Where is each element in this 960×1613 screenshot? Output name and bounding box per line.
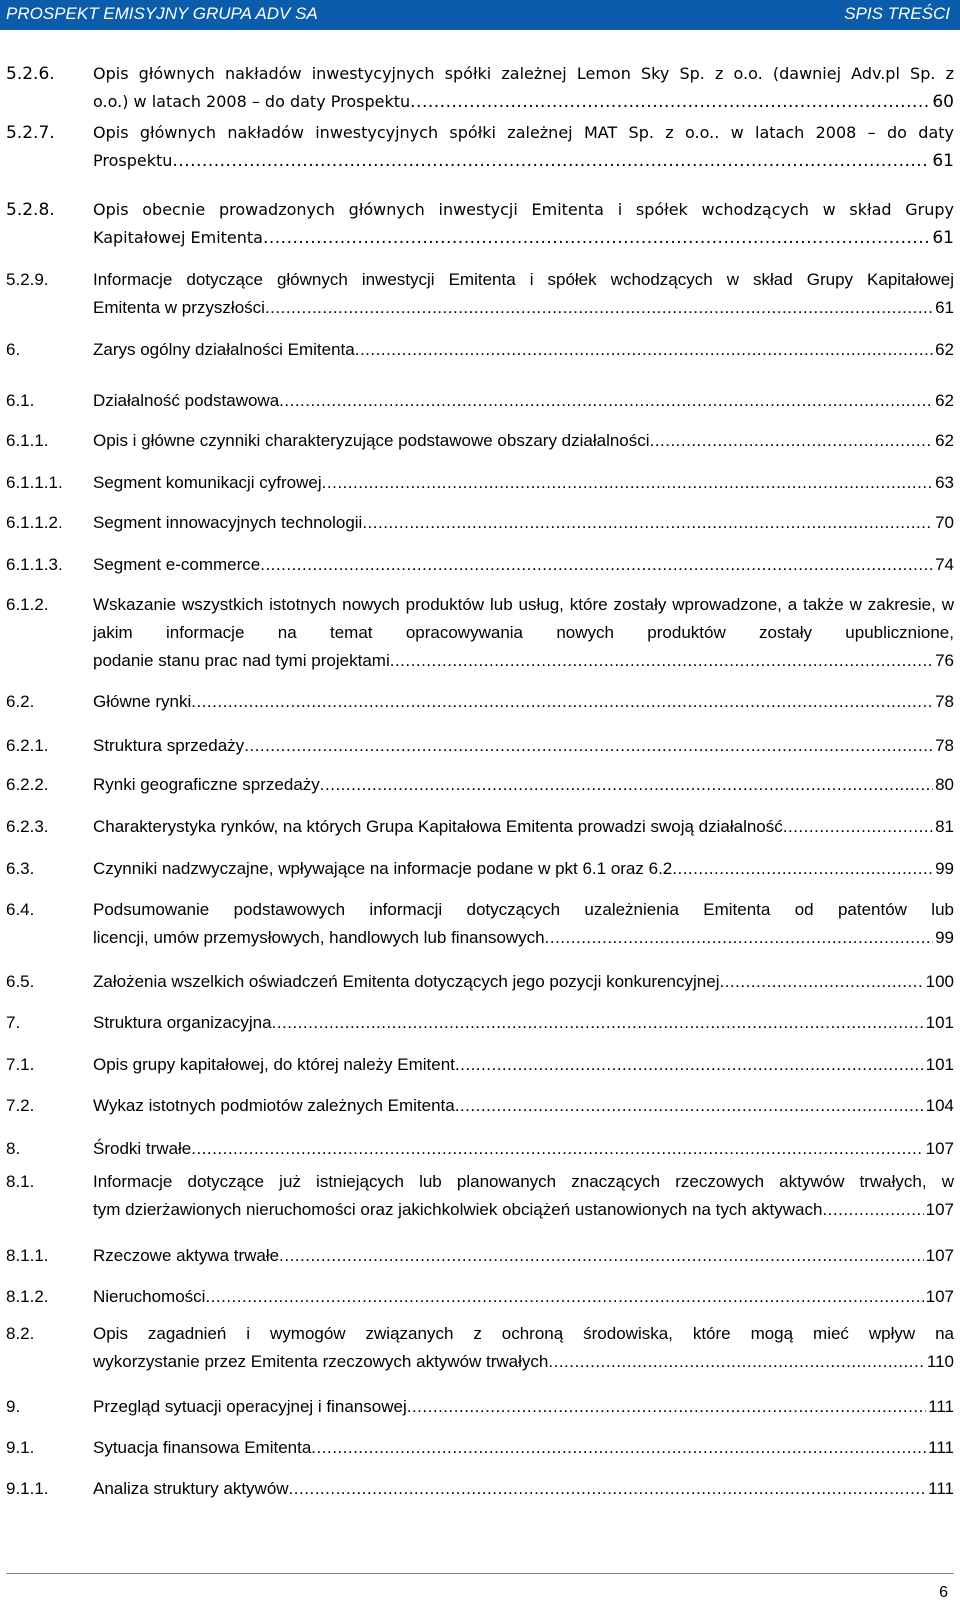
toc-entry-title: Analiza struktury aktywów bbox=[93, 1479, 289, 1498]
dot-leader bbox=[265, 294, 933, 322]
toc-entry[interactable] bbox=[6, 688, 954, 716]
page-number: 6 bbox=[939, 1584, 948, 1601]
toc-entry[interactable] bbox=[6, 771, 954, 799]
toc-entry-title: Emitenta w przyszłości bbox=[93, 298, 265, 317]
toc-entry[interactable] bbox=[6, 1242, 954, 1270]
dot-leader bbox=[244, 732, 933, 760]
toc-entry-page: 107 bbox=[925, 1139, 954, 1158]
dot-leader bbox=[279, 1242, 924, 1270]
toc-entry-title-lead: Opis obecnie prowadzonych głównych inwestycji Emitenta i spółek wchodzących w skład Grupy bbox=[93, 200, 954, 219]
toc-entry-number: 7. bbox=[6, 1013, 21, 1032]
toc-entry-page: 107 bbox=[925, 1287, 954, 1306]
toc-entry-title-lead: Podsumowanie podstawowych informacji dotyczących uzależnienia Emitenta od patentów lub bbox=[93, 900, 954, 919]
dot-leader bbox=[455, 1051, 924, 1079]
toc-entry-title: Struktura organizacyjna bbox=[93, 1013, 272, 1032]
toc-entry-title: tym dzierżawionych nieruchomości oraz jakichkolwiek obciążeń ustanowionych na tych aktywach bbox=[93, 1200, 823, 1219]
toc-entry-title: Zarys ogólny działalności Emitenta bbox=[93, 340, 355, 359]
toc-entry-title: o.o.) w latach 2008 – do daty Prospektu bbox=[93, 92, 411, 111]
toc-entry[interactable] bbox=[6, 1475, 954, 1503]
dot-leader bbox=[322, 469, 933, 497]
toc-entry-page: 76 bbox=[935, 651, 954, 670]
dot-leader bbox=[311, 1434, 926, 1462]
toc-entry-page: 111 bbox=[928, 1397, 954, 1416]
toc-entry[interactable] bbox=[6, 968, 954, 996]
toc-entry-page: 99 bbox=[935, 859, 954, 878]
toc-entry[interactable] bbox=[6, 336, 954, 364]
toc-entry-number: 6.2.3. bbox=[6, 817, 49, 836]
document-title: PROSPEKT EMISYJNY GRUPA ADV SA bbox=[6, 4, 318, 23]
toc-entry-page: 107 bbox=[925, 1200, 954, 1219]
dot-leader bbox=[545, 924, 933, 952]
toc-entry-number: 6.2.2. bbox=[6, 775, 49, 794]
toc-entry-page: 81 bbox=[935, 817, 954, 836]
toc-entry[interactable] bbox=[6, 1320, 954, 1376]
toc-entry-title-lead: Wskazanie wszystkich istotnych nowych produktów lub usług, które zostały wprowadzone, a także w zakresie, w jakim informacje na temat opracowywania nowych produktów zostały upublicznione, bbox=[93, 595, 954, 642]
toc-entry-number: 6.2. bbox=[6, 692, 35, 711]
toc-entry-title: Rynki geograficzne sprzedaży bbox=[93, 775, 320, 794]
dot-leader bbox=[191, 688, 933, 716]
dot-leader bbox=[260, 551, 933, 579]
dot-leader bbox=[172, 147, 930, 175]
toc-entry-title: Opis grupy kapitałowej, do której należy Emitent bbox=[93, 1055, 455, 1074]
toc-entry[interactable] bbox=[6, 509, 954, 537]
toc-entry[interactable] bbox=[6, 60, 954, 116]
toc-entry-page: 78 bbox=[935, 736, 954, 755]
toc-entry-title: wykorzystanie przez Emitenta rzeczowych aktywów trwałych bbox=[93, 1352, 549, 1371]
toc-entry[interactable] bbox=[6, 855, 954, 883]
toc-entry-title: Opis i główne czynniki charakteryzujące podstawowe obszary działalności bbox=[93, 431, 650, 450]
dot-leader bbox=[191, 1135, 923, 1163]
dot-leader bbox=[272, 1009, 924, 1037]
toc-entry[interactable] bbox=[6, 1283, 954, 1311]
dot-leader bbox=[822, 1196, 923, 1224]
toc-entry-number: 8.1.1. bbox=[6, 1246, 49, 1265]
toc-entry-title: Środki trwałe bbox=[93, 1139, 192, 1158]
dot-leader bbox=[279, 387, 933, 415]
toc-entry[interactable] bbox=[6, 1092, 954, 1120]
dot-leader bbox=[320, 771, 933, 799]
toc-entry-page: 100 bbox=[925, 972, 954, 991]
toc-entry-number: 8.1. bbox=[6, 1172, 35, 1191]
toc-entry-page: 62 bbox=[935, 340, 954, 359]
toc-entry[interactable] bbox=[6, 427, 954, 455]
toc-entry-page: 63 bbox=[935, 473, 954, 492]
dot-leader bbox=[455, 1092, 924, 1120]
toc-entry-title: Charakterystyka rynków, na których Grupa Kapitałowa Emitenta prowadzi swoją działalność bbox=[93, 817, 783, 836]
dot-leader bbox=[390, 647, 933, 675]
toc-entry-number: 9.1.1. bbox=[6, 1479, 49, 1498]
dot-leader bbox=[548, 1348, 925, 1376]
toc-entry-number: 5.2.9. bbox=[6, 270, 49, 289]
toc-entry[interactable] bbox=[6, 896, 954, 952]
toc-entry-number: 7.1. bbox=[6, 1055, 35, 1074]
toc-entry[interactable] bbox=[6, 1135, 954, 1163]
toc-entry-page: 99 bbox=[935, 928, 954, 947]
toc-entry[interactable] bbox=[6, 813, 954, 841]
dot-leader bbox=[783, 813, 933, 841]
toc-entry[interactable] bbox=[6, 1434, 954, 1462]
toc-entry-page: 107 bbox=[925, 1246, 954, 1265]
toc-entry-title: Prospektu bbox=[93, 151, 173, 170]
toc-entry-number: 6.3. bbox=[6, 859, 35, 878]
toc-entry-title: licencji, umów przemysłowych, handlowych lub finansowych bbox=[93, 928, 545, 947]
toc-entry-number: 6.1.1.1. bbox=[6, 473, 63, 492]
dot-leader bbox=[362, 509, 933, 537]
toc-entry[interactable] bbox=[6, 1168, 954, 1224]
toc-entry-page: 61 bbox=[935, 298, 954, 317]
toc-entry[interactable] bbox=[6, 266, 954, 322]
toc-entry-page: 61 bbox=[932, 151, 954, 171]
toc-entry-number: 6.5. bbox=[6, 972, 35, 991]
dot-leader bbox=[407, 1393, 926, 1421]
toc-entry-title: Nieruchomości bbox=[93, 1287, 206, 1306]
toc-entry-title: Kapitałowej Emitenta bbox=[93, 228, 263, 247]
toc-entry[interactable] bbox=[6, 469, 954, 497]
toc-entry-title: Segment komunikacji cyfrowej bbox=[93, 473, 322, 492]
dot-leader bbox=[719, 968, 923, 996]
toc-entry-title: Sytuacja finansowa Emitenta bbox=[93, 1438, 312, 1457]
toc-entry-number: 9. bbox=[6, 1397, 21, 1416]
toc-entry-title: Segment innowacyjnych technologii bbox=[93, 513, 363, 532]
toc-entry-number: 9.1. bbox=[6, 1438, 35, 1457]
toc-entry-number: 6.1. bbox=[6, 391, 35, 410]
toc-entry-number: 8.1.2. bbox=[6, 1287, 49, 1306]
toc-entry-page: 62 bbox=[935, 391, 954, 410]
dot-leader bbox=[650, 427, 934, 455]
toc-entry-title-lead: Opis głównych nakładów inwestycyjnych spółki zależnej MAT Sp. z o.o.. w latach 2008 – do daty bbox=[93, 123, 954, 142]
toc-entry[interactable] bbox=[6, 387, 954, 415]
toc-entry-title-lead: Informacje dotyczące głównych inwestycji Emitenta i spółek wchodzących w skład Grupy Kapitałowej bbox=[93, 270, 954, 289]
toc-entry-page: 62 bbox=[935, 431, 954, 450]
toc-entry-page: 104 bbox=[925, 1096, 954, 1115]
toc-entry-title: Struktura sprzedaży bbox=[93, 736, 245, 755]
toc-entry[interactable] bbox=[6, 196, 954, 252]
page-header bbox=[0, 0, 960, 30]
toc-entry[interactable] bbox=[6, 1051, 954, 1079]
toc-entry-page: 111 bbox=[928, 1438, 954, 1457]
toc-entry-title: Przegląd sytuacji operacyjnej i finansowej bbox=[93, 1397, 407, 1416]
toc-entry-number: 6. bbox=[6, 340, 21, 359]
toc-entry-title-lead: Opis zagadnień i wymogów związanych z ochroną środowiska, które mogą mieć wpływ na bbox=[93, 1324, 954, 1343]
toc-entry-page: 110 bbox=[926, 1352, 954, 1371]
toc-entry[interactable] bbox=[6, 591, 954, 675]
footer-divider bbox=[6, 1573, 954, 1574]
toc-entry-number: 6.1.1.3. bbox=[6, 555, 63, 574]
toc-entry-title: Czynniki nadzwyczajne, wpływające na informacje podane w pkt 6.1 oraz 6.2 bbox=[93, 859, 673, 878]
toc-entry-number: 6.4. bbox=[6, 900, 35, 919]
toc-entry-number: 5.2.8. bbox=[6, 200, 55, 220]
toc-entry-number: 7.2. bbox=[6, 1096, 35, 1115]
toc-entry[interactable] bbox=[6, 551, 954, 579]
toc-entry-title: Rzeczowe aktywa trwałe bbox=[93, 1246, 280, 1265]
toc-entry-page: 61 bbox=[932, 228, 954, 248]
toc-entry-number: 6.1.2. bbox=[6, 595, 49, 614]
toc-entry-title: Segment e-commerce bbox=[93, 555, 261, 574]
toc-entry-title: podanie stanu prac nad tymi projektami bbox=[93, 651, 390, 670]
dot-leader bbox=[410, 88, 930, 116]
toc-entry-title-lead: Informacje dotyczące już istniejących lub planowanych znaczących rzeczowych aktywów trwałych, w bbox=[93, 1172, 954, 1191]
toc-entry[interactable] bbox=[6, 732, 954, 760]
dot-leader bbox=[205, 1283, 923, 1311]
toc-entry-page: 70 bbox=[935, 513, 954, 532]
dot-leader bbox=[263, 224, 930, 252]
dot-leader bbox=[355, 336, 933, 364]
toc-entry[interactable] bbox=[6, 119, 954, 175]
toc-entry-title: Działalność podstawowa bbox=[93, 391, 280, 410]
toc-entry-page: 80 bbox=[935, 775, 954, 794]
toc-entry-number: 8. bbox=[6, 1139, 21, 1158]
dot-leader bbox=[289, 1475, 927, 1503]
toc-entry-title: Główne rynki bbox=[93, 692, 192, 711]
toc-entry-page: 78 bbox=[935, 692, 954, 711]
dot-leader bbox=[672, 855, 933, 883]
toc-entry-number: 6.1.1.2. bbox=[6, 513, 63, 532]
toc-entry-page: 74 bbox=[935, 555, 954, 574]
toc-entry-title-lead: Opis głównych nakładów inwestycyjnych spółki zależnej Lemon Sky Sp. z o.o. (dawniej Adv.pl Sp. z bbox=[93, 64, 954, 83]
toc-entry-number: 5.2.6. bbox=[6, 64, 55, 84]
toc-entry-number: 6.2.1. bbox=[6, 736, 49, 755]
toc-entry-number: 5.2.7. bbox=[6, 123, 55, 143]
toc-entry-page: 60 bbox=[932, 92, 954, 112]
toc-entry-title: Wykaz istotnych podmiotów zależnych Emitenta bbox=[93, 1096, 455, 1115]
toc-entry-title: Założenia wszelkich oświadczeń Emitenta dotyczących jego pozycji konkurencyjnej bbox=[93, 972, 720, 991]
toc-entry-page: 111 bbox=[928, 1479, 954, 1498]
section-title: SPIS TREŚCI bbox=[844, 4, 950, 23]
toc-entry[interactable] bbox=[6, 1009, 954, 1037]
toc-entry-number: 6.1.1. bbox=[6, 431, 49, 450]
toc-entry-number: 8.2. bbox=[6, 1324, 35, 1343]
toc-entry[interactable] bbox=[6, 1393, 954, 1421]
toc-entry-page: 101 bbox=[925, 1055, 954, 1074]
toc-entry-page: 101 bbox=[925, 1013, 954, 1032]
